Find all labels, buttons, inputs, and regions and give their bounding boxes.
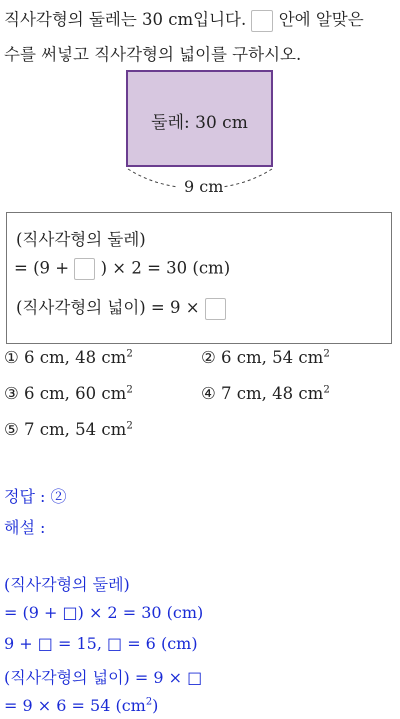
choice-value-b: 48 cm xyxy=(75,348,127,367)
choice-exponent: 2 xyxy=(126,348,133,360)
choice-4 xyxy=(201,384,330,403)
dimension-arc-right xyxy=(222,169,272,187)
choice-value-a: 7 cm, xyxy=(24,420,70,439)
work-blank-2 xyxy=(205,298,226,320)
solution-line-3: 9 + □ = 15, □ = 6 (cm) xyxy=(4,634,198,653)
answer-blank-box xyxy=(251,10,273,32)
choice-value-b: 54 cm xyxy=(75,420,127,439)
choice-exponent: 2 xyxy=(126,384,133,396)
choice-value-a: 6 cm, xyxy=(24,348,70,367)
choice-value-a: 6 cm, xyxy=(221,348,267,367)
solution-line-1: (직사각형의 둘레) xyxy=(4,575,130,594)
work-line-3-a: (직사각형의 넓이) = 9 × xyxy=(16,298,200,317)
choice-number: ⑤ xyxy=(4,420,19,439)
work-blank-1 xyxy=(74,258,95,280)
question-text-a: 직사각형의 둘레는 30 cm입니다. xyxy=(4,10,247,29)
work-line-2-b: ) × 2 = 30 (cm) xyxy=(100,258,231,278)
choice-exponent: 2 xyxy=(323,384,330,396)
choice-number: ① xyxy=(4,348,19,367)
solution-line-5-b: ) xyxy=(152,696,159,715)
choice-5 xyxy=(4,420,133,439)
question-text-b: 안에 알맞은 xyxy=(278,10,364,29)
question-line-1 xyxy=(4,6,364,32)
choice-2 xyxy=(201,348,330,367)
solution-exponent: 2 xyxy=(145,696,153,708)
work-line-1: (직사각형의 둘레) xyxy=(16,230,146,249)
choice-number: ③ xyxy=(4,384,19,403)
choice-value-a: 7 cm, xyxy=(221,384,267,403)
answer-label: 정답 : ② xyxy=(4,487,67,506)
work-line-2-a: = (9 + xyxy=(14,258,70,278)
choice-exponent: 2 xyxy=(126,420,133,432)
choice-3 xyxy=(4,384,133,403)
dimension-arc-left xyxy=(128,169,178,187)
choice-value-b: 54 cm xyxy=(272,348,324,367)
choice-value-a: 6 cm, xyxy=(24,384,70,403)
perimeter-label: 둘레: 30 cm xyxy=(151,113,248,133)
choice-1 xyxy=(4,348,133,367)
choice-number: ④ xyxy=(201,384,216,403)
solution-line-5 xyxy=(4,696,158,715)
work-line-3 xyxy=(16,294,226,320)
solution-line-2: = (9 + □) × 2 = 30 (cm) xyxy=(4,603,204,622)
question-line-2: 수를 써넣고 직사각형의 넓이를 구하시오. xyxy=(4,45,302,64)
choice-value-b: 48 cm xyxy=(272,384,324,403)
explanation-label: 해설 : xyxy=(4,518,46,537)
solution-line-4: (직사각형의 넓이) = 9 × □ xyxy=(4,668,203,687)
choice-value-b: 60 cm xyxy=(75,384,127,403)
work-line-2 xyxy=(14,258,230,280)
choice-exponent: 2 xyxy=(323,348,330,360)
solution-line-5-a: = 9 × 6 = 54 (cm xyxy=(4,696,146,715)
width-label: 9 cm xyxy=(184,177,224,196)
rectangle-figure xyxy=(126,70,273,167)
choice-number: ② xyxy=(201,348,216,367)
